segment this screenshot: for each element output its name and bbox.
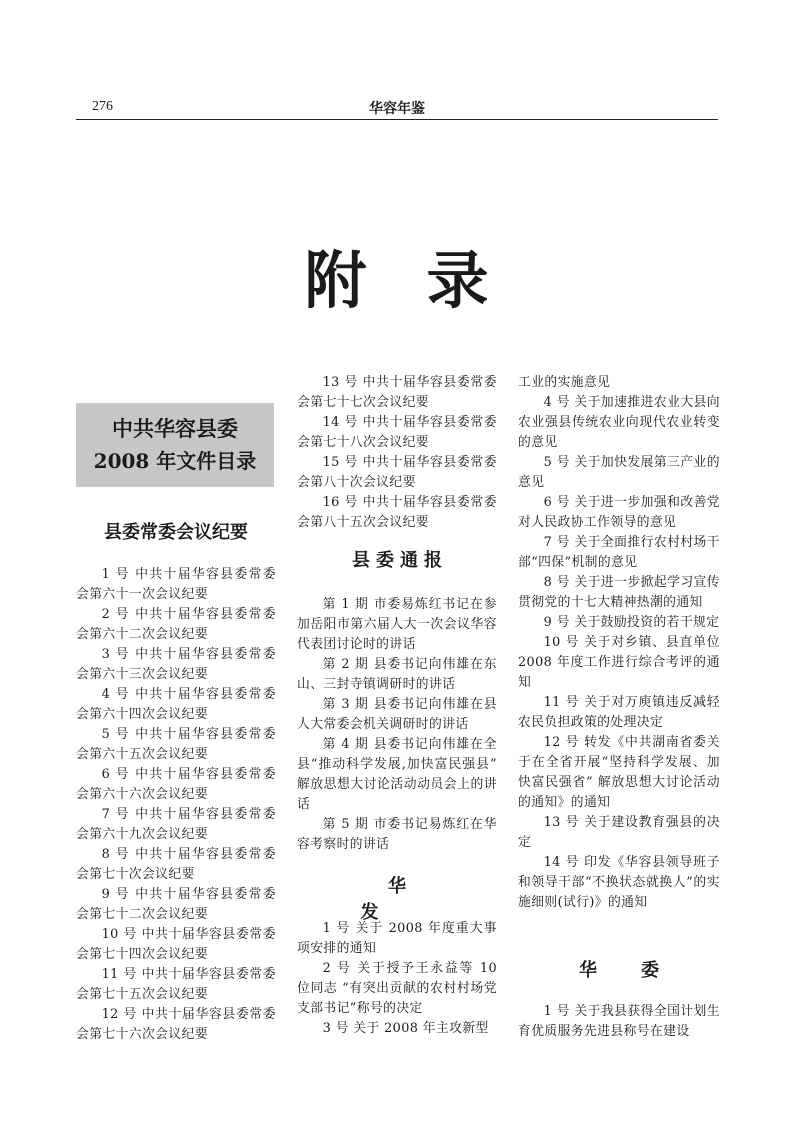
heading-bulletins: 县委通报	[352, 550, 448, 571]
title-box-line1: 中共华容县委	[112, 416, 238, 441]
list-item: 11 号 中共十届华容县委常委会第七十五次会议纪要	[76, 967, 276, 1002]
header-rule	[76, 119, 718, 120]
list-item: 1 号 关于我县获得全国计划生育优质服务先进县称号在建设	[518, 1004, 720, 1039]
list-item: 10 号 关于对乡镇、县直单位2008 年度工作进行综合考评的通知	[518, 635, 720, 690]
list-item: 13 号 关于建设教育强县的决定	[518, 815, 720, 850]
list-item: 7 号 中共十届华容县委常委会第六十九次会议纪要	[76, 807, 276, 842]
list-item: 14 号 印发《华容县领导班子和领导干部“不换状态就换人”的实施细则(试行)》的通知	[518, 855, 720, 910]
hua-wei-list	[518, 1002, 720, 1042]
list-item: 8 号 中共十届华容县委常委会第七十次会议纪要	[76, 847, 276, 882]
list-item: 6 号 关于进一步加强和改善党对人民政协工作领导的意见	[518, 495, 720, 530]
list-item: 9 号 关于鼓励投资的若干规定	[543, 615, 720, 630]
section-title-box	[76, 403, 274, 487]
list-item: 8 号 关于进一步掀起学习宣传贯彻党的十七大精神热潮的通知	[518, 575, 720, 610]
list-item: 第 5 期 市委书记易炼红在华容考察时的讲话	[297, 817, 497, 852]
standing-minutes-list-col2	[297, 373, 497, 533]
list-item: 第 4 期 县委书记向伟雄在全县“推动科学发展,加快富民强县” 解放思想大讨论活动动员会上的讲话	[297, 737, 497, 812]
hua-fa-list-col2	[297, 919, 497, 1039]
list-item: 1 号 中共十届华容县委常委会第六十一次会议纪要	[76, 567, 276, 602]
list-item: 4 号 关于加速推进农业大县向农业强县传统农业向现代农业转变的意见	[518, 395, 720, 450]
list-item: 12 号 中共十届华容县委常委会第七十六次会议纪要	[76, 1007, 276, 1042]
list-item: 5 号 关于加快发展第三产业的意见	[518, 455, 720, 490]
hua-fa-list-col3	[518, 373, 720, 913]
list-item: 14 号 中共十届华容县委常委会第七十八次会议纪要	[297, 415, 497, 450]
standing-minutes-list-col1	[76, 565, 276, 1045]
list-item: 4 号 中共十届华容县委常委会第六十四次会议纪要	[76, 687, 276, 722]
list-item: 2 号 关于授予王永益等 10 位同志 “有突出贡献的农村村场党支部书记”称号的决定	[297, 961, 497, 1016]
list-item: 15 号 中共十届华容县委常委会第八十次会议纪要	[297, 455, 497, 490]
heading-hua-fa: 华发	[360, 876, 461, 923]
appendix-title: 附录	[304, 244, 549, 317]
list-item-continuation: 工业的实施意见	[518, 375, 611, 390]
list-item: 12 号 转发《中共湖南省委关于在全省开展“坚持科学发展、加快富民强省” 解放思想大讨论活动的通知》的通知	[518, 735, 720, 810]
list-item: 16 号 中共十届华容县委常委会第八十五次会议纪要	[297, 495, 497, 530]
title-box-line2: 2008 年文件目录	[93, 449, 257, 473]
running-header	[76, 97, 718, 121]
book-title: 华容年鉴	[369, 101, 425, 117]
list-item: 第 3 期 县委书记向伟雄在县人大常委会机关调研时的讲话	[297, 697, 497, 732]
list-item: 5 号 中共十届华容县委常委会第六十五次会议纪要	[76, 727, 276, 762]
list-item: 1 号 关于 2008 年度重大事项安排的通知	[297, 921, 497, 956]
list-item: 13 号 中共十届华容县委常委会第七十七次会议纪要	[297, 375, 497, 410]
heading-standing-minutes: 县委常委会议纪要	[104, 522, 248, 543]
bulletins-list	[297, 595, 497, 855]
list-item: 2 号 中共十届华容县委常委会第六十二次会议纪要	[76, 607, 276, 642]
list-item: 第 2 期 县委书记向伟雄在东山、三封寺镇调研时的讲话	[297, 657, 497, 692]
list-item: 10 号 中共十届华容县委常委会第七十四次会议纪要	[76, 927, 276, 962]
heading-hua-wei: 华委	[579, 960, 703, 981]
list-item: 6 号 中共十届华容县委常委会第六十六次会议纪要	[76, 767, 276, 802]
list-item: 9 号 中共十届华容县委常委会第七十二次会议纪要	[76, 887, 276, 922]
list-item: 7 号 关于全面推行农村村场干部“四保”机制的意见	[518, 535, 720, 570]
list-item: 3 号 关于 2008 年主攻新型	[322, 1021, 489, 1036]
list-item: 第 1 期 市委易炼红书记在参加岳阳市第六届人大一次会议华容代表团讨论时的讲话	[297, 597, 497, 652]
list-item: 3 号 中共十届华容县委常委会第六十三次会议纪要	[76, 647, 276, 682]
list-item: 11 号 关于对万庾镇违反减轻农民负担政策的处理决定	[518, 695, 720, 730]
page-number: 276	[92, 99, 113, 114]
